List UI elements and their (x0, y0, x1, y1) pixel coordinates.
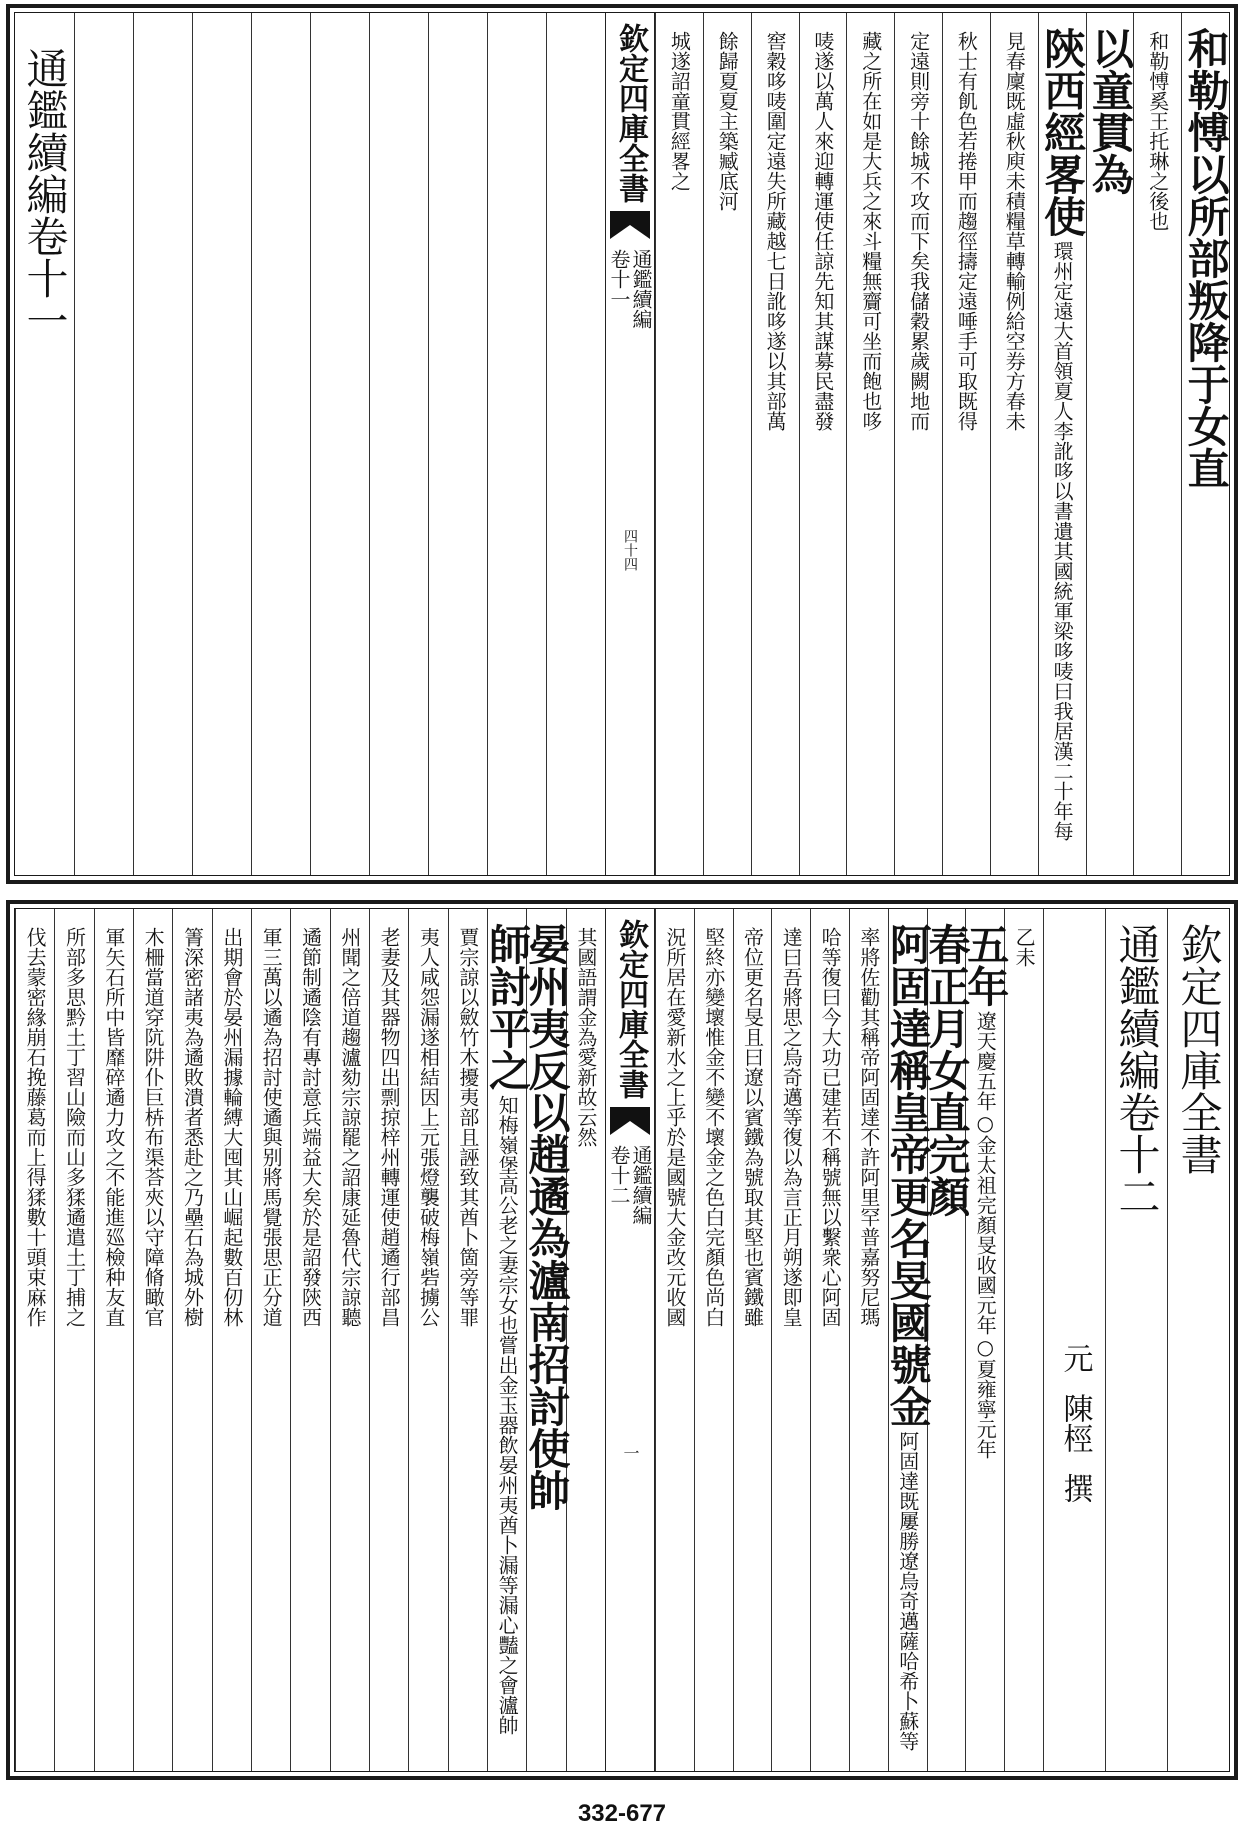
top-right-annotation-text: 城遂詔童貫經畧之 (667, 31, 692, 191)
bottom-right-annotation-text: 阿固達既屢勝遼烏奇邁薩哈希卜蘇等 (895, 1431, 920, 1751)
bottom-right-main-text: 五年 (961, 923, 1011, 1007)
top-right-main-text: 和勒愽以所部叛降于女直 (1181, 27, 1231, 489)
bottom-left-column (290, 909, 329, 1771)
top-right-main-text: 陝西經畧使 (1038, 27, 1088, 237)
top-spine-juan: 卷十一 (607, 249, 631, 309)
top-volume-end-title: 通鑑續編卷十一 (20, 47, 70, 341)
page-footer-code: 332-677 (577, 1800, 667, 1827)
top-left-blank-column (310, 13, 369, 875)
top-right-annotation-text: 定遠則旁十餘城不攻而下矣我儲穀累歲闕地而 (906, 31, 931, 431)
bottom-right-main-text: 阿固達稱皇帝更名旻國號金 (883, 923, 933, 1427)
bottom-left-annotation-text: 賈宗諒以斂竹木擾夷部且誣致其酋卜箇旁等罪 (455, 927, 480, 1327)
bottom-left-annotation-text: 箐深密諸夷為遹敗潰者悉赴之乃壘石為城外樹 (180, 927, 205, 1327)
top-right-annotation-text: 藏之所在如是大兵之來斗糧無齎可坐而飽也哆 (858, 31, 883, 431)
top-right-annotation-text: 環州定遠大首領夏人李訛哆以書遺其國統軍梁哆唛曰我居漢二十年每 (1050, 241, 1075, 841)
bottom-left-annotation-text: 出期會於晏州漏據輪縛大囤其山崛起數百仞林 (219, 927, 244, 1327)
bottom-left-annotation-text: 州聞之倍道趨瀘劾宗諒罷之詔康延魯代宗諒聽 (337, 927, 362, 1327)
bottom-left-annotation-text: 夷人咸怨漏遂相結因上元張燈襲破梅嶺砦擄公 (416, 927, 441, 1327)
bottom-spine-juan: 卷十二 (607, 1145, 631, 1205)
bottom-spine-title: 欽定四庫全書 (613, 919, 648, 1099)
top-page (6, 4, 1238, 884)
top-left-blank-column (74, 13, 133, 875)
top-right-annotation-text: 和勒愽奚王托琳之後也 (1145, 31, 1170, 231)
top-page-frame (14, 12, 1230, 876)
bottom-author-dynasty: 元 (1057, 1343, 1093, 1373)
top-spine-page: 四十四 (622, 529, 638, 571)
top-right-annotation-text: 唛遂以萬人來迎轉運使任諒先知其謀募民盡發 (810, 31, 835, 431)
top-left-blank-column (546, 13, 605, 875)
bottom-right-annotation-text: 堅終亦變壞惟金不變不壞金之色白完顏色尚白 (701, 927, 726, 1327)
bottom-left-annotation-text: 老妻及其器物四出剽掠梓州轉運使趙遹行部昌 (377, 927, 402, 1327)
bottom-left-column (15, 909, 54, 1771)
bottom-left-column (94, 909, 133, 1771)
bottom-left-column (483, 909, 533, 1771)
bottom-author-role: 撰 (1057, 1473, 1093, 1503)
bottom-left-column (172, 909, 211, 1771)
bottom-left-column (408, 909, 447, 1771)
bottom-left-column (330, 909, 369, 1771)
bottom-left-column (133, 909, 172, 1771)
bottom-right-annotation-text: 率將佐勸其稱帝阿固達不許阿里罕普嘉努尼瑪 (856, 927, 881, 1327)
top-right-annotation-text: 窖穀哆唛圍定遠失所藏越七日訛哆遂以其部萬 (763, 31, 788, 431)
bottom-right-main-text: 春正月女直完顏 (922, 923, 972, 1217)
bottom-left-annotation-text: 軍三萬以遹為招討使遹與别將馬覺張思正分道 (259, 927, 284, 1327)
bottom-right-annotation-text: 哈等復曰今大功已建若不稱號無以繫衆心阿固 (818, 927, 843, 1327)
bottom-left-column (448, 909, 487, 1771)
bottom-left-annotation-text: 遹節制遹陰有專討意兵端益大矣於是詔發陝西 (298, 927, 323, 1327)
bottom-left-annotation-text: 知梅嶺堡高公老之妻宗女也嘗出金玉器飲晏州夷酋卜漏等漏心豔之會瀘帥 (495, 1095, 520, 1735)
top-left-blank-column (369, 13, 428, 875)
bottom-left-main-text: 師討平之 (483, 923, 533, 1091)
top-right-main-text: 以童貫為 (1085, 27, 1135, 195)
bottom-left-column (522, 909, 572, 1771)
bottom-left-annotation-text: 所部多思黔土丁習山險而山多猱遹遣土丁捕之 (62, 927, 87, 1327)
bottom-left-annotation-text: 軍矢石所中皆靡碎遹力攻之不能進廵檢种友直 (101, 927, 126, 1327)
top-left-blank-column (251, 13, 310, 875)
bottom-author-name: 陳桱 (1057, 1393, 1093, 1453)
top-right-annotation-text: 秋士有飢色若捲甲而趨徑擣定遠唾手可取既得 (954, 31, 979, 431)
top-left-text-area (15, 13, 1229, 875)
top-left-blank-column (133, 13, 192, 875)
bottom-left-main-text: 晏州夷反以趙遹為瀘南招討使帥 (522, 923, 572, 1511)
bottom-spine-page: 一 (621, 1445, 640, 1461)
bottom-left-column (54, 909, 93, 1771)
bottom-right-annotation-text: 況所居在愛新水之上乎於是國號大金改元收國 (662, 927, 687, 1327)
top-right-annotation-text: 餘歸夏夏主築臧底河 (715, 31, 740, 211)
bottom-left-text-area (15, 909, 1229, 1771)
top-left-blank-column (192, 13, 251, 875)
bottom-left-annotation-text: 其國語謂金為愛新故云然 (573, 927, 598, 1147)
bottom-left-annotation-text: 伐去蒙密緣崩石挽藤葛而上得猱數十頭束麻作 (23, 927, 48, 1327)
bottom-book-title: 通鑑續編卷十二 (1112, 923, 1162, 1217)
bottom-left-annotation-text: 木柵當道穿阬阱仆巨枿布渠荅夾以守障脩瞰官 (141, 927, 166, 1327)
top-left-title-column (15, 13, 74, 875)
bottom-left-column (566, 909, 605, 1771)
top-left-blank-column (428, 13, 487, 875)
bottom-right-annotation-text: 乙未 (1012, 927, 1037, 967)
bottom-spine-volume-name: 通鑑續編 (629, 1145, 653, 1225)
bottom-right-annotation-text: 遼天慶五年○金太祖完顏旻收國元年○夏雍寧元年 (973, 1011, 998, 1459)
bottom-page (6, 900, 1238, 1780)
top-spine-volume-name: 通鑑續編 (629, 249, 653, 329)
top-right-annotation-text: 見春廩既虛秋庾未積糧草轉輸例給空券方春未 (1002, 31, 1027, 431)
bottom-page-frame (14, 908, 1230, 1772)
bottom-left-column (212, 909, 251, 1771)
bottom-left-column (369, 909, 408, 1771)
bottom-right-annotation-text: 達曰吾將思之烏奇邁等復以為言正月朔遂即皇 (779, 927, 804, 1327)
top-left-blank-column (487, 13, 546, 875)
bottom-right-annotation-text: 帝位更名旻且曰遼以賓鐵為號取其堅也賓鐵雖 (740, 927, 765, 1327)
bottom-left-column (251, 909, 290, 1771)
bottom-header-title: 欽定四庫全書 (1174, 923, 1224, 1175)
top-spine-title: 欽定四庫全書 (613, 23, 648, 203)
